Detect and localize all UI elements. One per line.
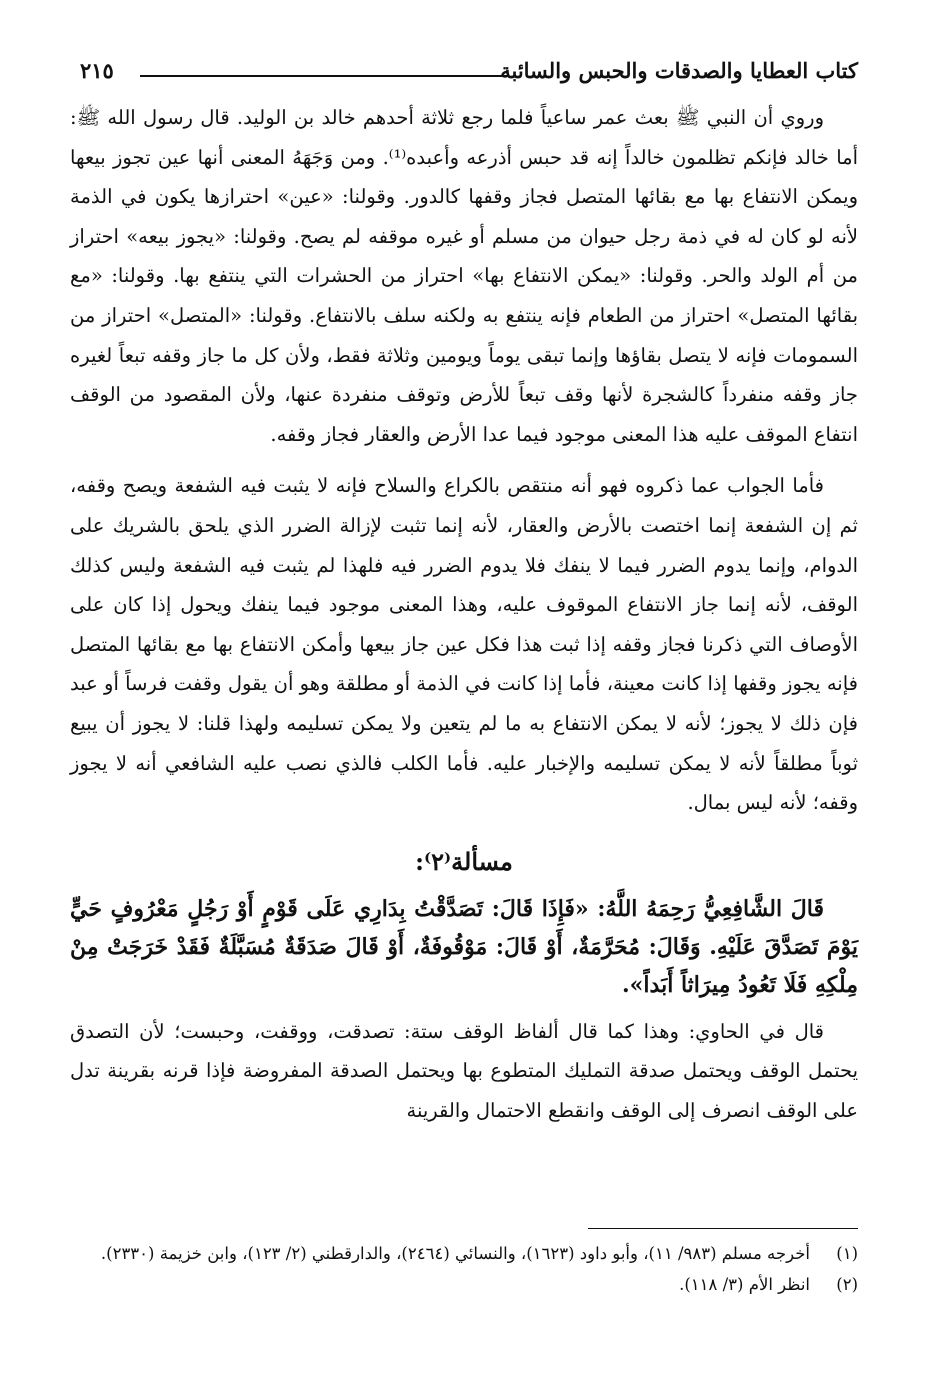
shafii-quote: قَالَ الشَّافِعِيُّ رَحِمَهُ اللَّهُ: «فَإِذَا قَالَ: تَصَدَّقْتُ بِدَارِي عَلَى قَوْمٍ أَوْ رَجُلٍ مَعْرُوفٍ حَيٍّ يَوْمَ تَصَدَّقَ عَلَيْهِ. وَقَالَ: مُحَرَّمَةٌ، أَوْ قَالَ: مَوْقُوفَةٌ، أَوْ قَالَ صَدَقَةٌ مُسَبَّلَةٌ فَقَدْ خَرَجَتْ مِنْ مِلْكِهِ فَلَا تَعُودُ مِيرَاثاً أَبَداً». xyxy=(70,895,858,998)
body-text xyxy=(70,98,858,1130)
page-number: ٢١٥ xyxy=(80,58,114,83)
header-rule xyxy=(140,75,508,77)
footnote-item xyxy=(70,1238,858,1269)
paragraph-answer-shufa: فأما الجواب عما ذكروه فهو أنه منتقص بالكراع والسلاح فإنه لا يثبت فيه الشفعة ويصح وقفه، ثم إن الشفعة إنما اختصت بالأرض والعقار، لأنه إنما تثبت لإزالة الضرر الذي يلحق بالشريك على الدوام، وإنما يدوم الضرر فيما لا ينفك فلا يدوم الضرر فيه فلهذا لم يثبت فيه الشفعة وليس كذلك الوقف، لأنه إنما جاز الانتفاع الموقوف عليه، وهذا المعنى موجود فيما ينفك ويحول إذا كان على الأوصاف التي ذكرنا فجاز وقفه إذا ثبت هذا فكل عين جاز بيعها وأمكن الانتفاع بها مع بقائها المتصل فإنه يجوز وقفها إذا كانت معينة، فأما إذا كانت في الذمة أو مطلقة وهو أن يقول وقفت فرساً أو عبد فإن ذلك لا يجوز؛ لأنه لا يمكن الانتفاع به ما لم يتعين ولا يمكن تسليمه ولهذا قلنا: لا يجوز أن يبيع ثوباً مطلقاً لأنه لا يمكن تسليمه والإخبار عليه. فأما الكلب فالذي نصب عليه الشافعي أنه لا يجوز وقفه؛ لأنه ليس بمال. xyxy=(70,474,858,815)
footnote-number: (٢) xyxy=(836,1275,858,1294)
book-page xyxy=(70,40,858,1360)
footnote-item xyxy=(70,1269,858,1300)
footnote-text: انظر الأم (٣/ ١١٨). xyxy=(679,1275,810,1294)
masala-heading: مسألة⁽٢⁾: xyxy=(415,846,513,876)
book-title: كتاب العطايا والصدقات والحبس والسائبة xyxy=(500,58,858,83)
footnote-separator xyxy=(588,1228,858,1229)
footnote-number: (١) xyxy=(836,1244,858,1263)
footnotes xyxy=(70,1238,858,1300)
footnote-text: أخرجه مسلم (٩٨٣/ ١١)، وأبو داود (١٦٢٣)، والنسائي (٢٤٦٤)، والدارقطني (٢/ ١٢٣)، وابن خزيمة (٢٣٣٠). xyxy=(100,1244,810,1263)
paragraph-hawi: قال في الحاوي: وهذا كما قال ألفاظ الوقف ستة: تصدقت، ووقفت، وحبست؛ لأن التصدق يحتمل الوقف ويحتمل صدقة التمليك المتطوع بها ويحتمل الصدقة المفروضة فإذا قرنه بقرينة تدل على الوقف انصرف إلى الوقف وانقطع الاحتمال والقرينة xyxy=(70,1019,858,1122)
running-header xyxy=(70,58,858,94)
paragraph-hadith-khalid: وروي أن النبي ﷺ بعث عمر ساعياً فلما رجع ثلاثة أحدهم خالد بن الوليد. قال رسول الله ﷺ: أما خالد فإنكم تظلمون خالداً إنه قد حبس أذرعه وأعبده⁽¹⁾. ومن وَجَهَهُ المعنى أنها عين تجوز بيعها ويمكن الانتفاع بها مع بقائها المتصل فجاز وقفها كالدور. وقولنا: «عين» احترازها يكون في الذمة لأنه لو كان له في ذمة رجل حيوان من مسلم أو غيره موقفه لم يصح. وقولنا: «يجوز بيعه» احتراز من أم الولد والحر. وقولنا: «يمكن الانتفاع بها» احتراز من الحشرات التي ينتفع بها. وقولنا: «مع بقائها المتصل» احتراز من الطعام فإنه ينتفع به ولكنه سلف بالانتفاع. وقولنا: «المتصل» احتراز من السمومات فإنه لا يتصل بقاؤها وإنما تبقى يوماً ويومين وثلاثة فقط، ولأن كل ما جاز وقفه تبعاً لغيره جاز وقفه منفرداً كالشجرة لأنها وقف تبعاً للأرض وتوقف منفردة عنها، ولأن المقصود من الوقف انتفاع الموقف عليه هذا المعنى موجود فيما عدا الأرض والعقار فجاز وقفه. xyxy=(70,106,858,446)
